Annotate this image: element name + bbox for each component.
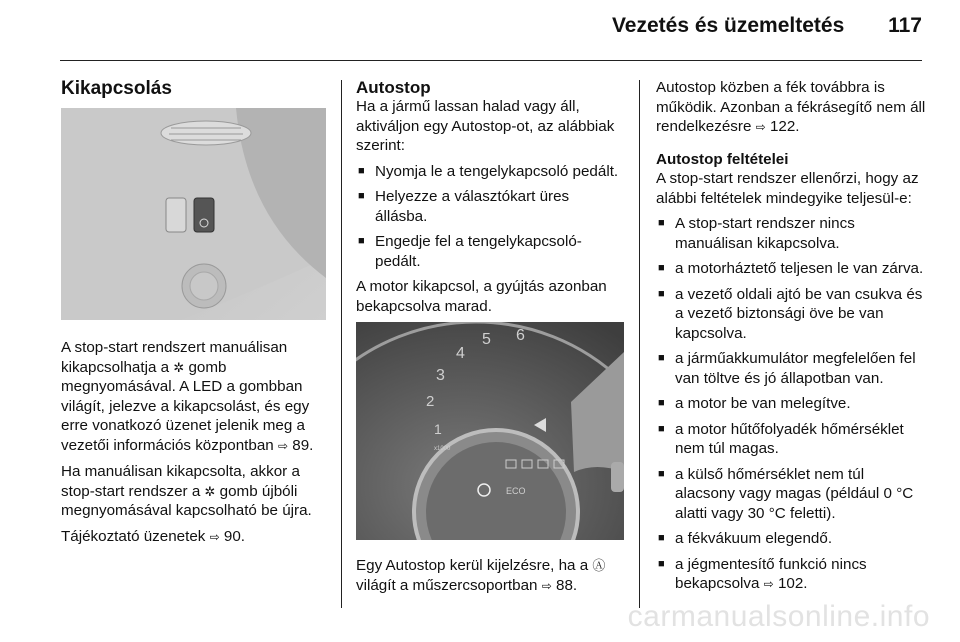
gauge-tick-label: 4 (456, 345, 465, 362)
conditions-list (656, 214, 926, 595)
page-ref[interactable]: 88. (556, 576, 578, 594)
list-item: ■ a motor hűtőfolyadék hőmérséklet nem túl magas. (656, 420, 926, 459)
list-item: ■ Engedje fel a tengelykapcsoló-pedált. (356, 232, 624, 271)
gauge-tick-label: 3 (436, 367, 445, 384)
column-2 (356, 78, 624, 602)
column-divider (341, 80, 342, 608)
page-ref[interactable]: 90. (223, 527, 246, 545)
page-title: Vezetés és üzemeltetés (611, 14, 845, 37)
list-item: ■ a fékvákuum elegendő. (656, 529, 926, 549)
page-ref-arrow-icon: ⇨ (763, 577, 774, 591)
autostop-icon: Ⓐ (592, 558, 606, 573)
stop-start-button-icon: ✲ (204, 483, 216, 499)
list-item: ■ Helyezze a választókart üres állásba. (356, 187, 624, 226)
list-item: ■ a motorháztető teljesen le van zárva. (656, 259, 926, 279)
stop-start-button-photo (61, 108, 326, 320)
watermark: carmanualsonline.info (627, 600, 930, 633)
header-rule (60, 60, 922, 61)
list-item: ■ a vezető oldali ajtó be van csukva és a vezető biztonsági öve be van kapcsolva. (656, 285, 926, 344)
autostop-intro: Ha a jármű lassan halad vagy áll, aktiváljon egy Autostop-ot, az alábbiak szerint: (356, 98, 615, 154)
stop-start-button-icon: ✲ (173, 359, 185, 375)
list-item: ■ Nyomja le a tengelykapcsoló pedált. (356, 162, 624, 182)
section-heading-autostop: Autostop (356, 78, 431, 97)
gauge-tick-label: 1 (434, 421, 442, 437)
list-item: ■ a motor be van melegítve. (656, 394, 926, 414)
list-item: ■ a külső hőmérséklet nem túl alacsony vagy magas (például 0 °C alatti vagy 30 °C feletti). (656, 465, 926, 524)
paragraph-kikapcsolas-1: A stop-start rendszert manuálisan kikapcsolhatja a ✲ gomb megnyomásával. A LED a gombban világít, jelezve a kikapcsolást, és egy erre vonatkozó üzenet jelenik meg a vezetői információs központban ⇨ 89. (61, 338, 326, 456)
gauge-unit-label: x1000 (434, 446, 451, 452)
page-header (612, 14, 922, 38)
column-divider (639, 80, 640, 608)
page-ref[interactable]: 102. (777, 575, 808, 592)
page-ref-arrow-icon: ⇨ (277, 438, 289, 453)
gauge-tick-label: 2 (426, 393, 435, 410)
paragraph-kikapcsolas-2: Ha manuálisan kikapcsolta, akkor a stop-start rendszer a ✲ gomb újbóli megnyomásával kapcsolható be újra. (61, 463, 312, 519)
column-3 (656, 78, 926, 601)
subheading-autostop-conditions: Autostop feltételei (656, 150, 789, 168)
page-number: 117 (888, 14, 922, 37)
autostop-caption: Egy Autostop kerül kijelzésre, ha a Ⓐ világít a műszercsoportban ⇨ 88. (356, 556, 624, 596)
autostop-result: A motor kikapcsol, a gyújtás azonban bekapcsolva marad. (356, 278, 607, 315)
list-item: ■ A stop-start rendszer nincs manuálisan kikapcsolva. (656, 214, 926, 253)
page-ref[interactable]: 89. (292, 436, 314, 454)
instrument-cluster-photo (356, 322, 624, 540)
page-ref-arrow-icon: ⇨ (755, 120, 766, 134)
section-heading-kikapcsolas: Kikapcsolás (61, 78, 172, 99)
autostop-steps-list (356, 162, 624, 272)
column-1 (61, 78, 326, 553)
gauge-tick-label: 5 (482, 331, 491, 348)
conditions-intro: A stop-start rendszer ellenőrzi, hogy az alábbi feltételek mindegyike teljesül-e: (656, 170, 919, 207)
list-item: ■ a jégmentesítő funkció nincs bekapcsolva ⇨ 102. (656, 555, 926, 595)
gauge-tick-label: 6 (516, 327, 525, 344)
page-ref-arrow-icon: ⇨ (209, 529, 220, 544)
eco-indicator-label: ECO (506, 486, 526, 496)
brake-paragraph: Autostop közben a fék továbbra is működik. Azonban a fékrásegítő nem áll rendelkezésre ⇨ 122. (656, 78, 926, 138)
page-ref-arrow-icon: ⇨ (541, 578, 552, 593)
list-item: ■ a járműakkumulátor megfelelően fel van töltve és jó állapotban van. (656, 349, 926, 388)
page-ref[interactable]: 122. (769, 118, 800, 135)
paragraph-kikapcsolas-3: Tájékoztató üzenetek ⇨ 90. (61, 527, 326, 548)
